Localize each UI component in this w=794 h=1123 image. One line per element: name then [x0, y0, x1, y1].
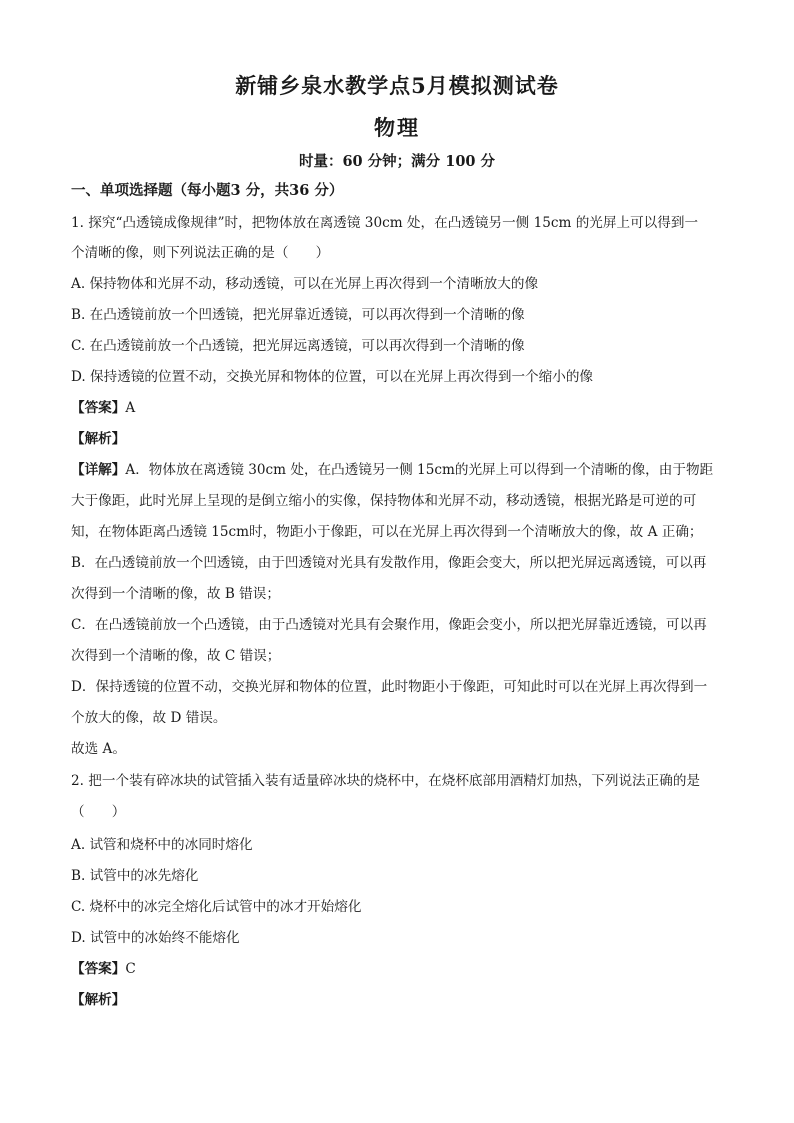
q1-detail-line-6: C．在凸透镜前放一个凸透镜，由于凸透镜对光具有会聚作用，像距会变小，所以把光屏靠近透镜，可以再	[71, 617, 707, 633]
q1-detail-line-9: 个放大的像，故 D 错误。	[71, 710, 227, 726]
q1-detail-line-5: 次得到一个清晰的像，故 B 错误；	[71, 586, 280, 602]
answer-value: A	[125, 400, 136, 416]
q1-option-b: B. 在凸透镜前放一个凹透镜，把光屏靠近透镜，可以再次得到一个清晰的像	[71, 307, 525, 323]
time-score-info: 时量：60 分钟；满分 100 分	[298, 153, 496, 170]
q1-detail-line-2: 大于像距，此时光屏上呈现的是倒立缩小的实像，保持物体和光屏不动，移动透镜，根据光路是可逆的可	[71, 493, 697, 509]
q1-option-d: D. 保持透镜的位置不动，交换光屏和物体的位置，可以在光屏上再次得到一个缩小的像	[71, 369, 594, 385]
q2-analysis-tag: 【解析】	[71, 992, 126, 1008]
q2-option-a: A. 试管和烧杯中的冰同时熔化	[71, 837, 253, 853]
detail-text: A．物体放在离透镜 30cm 处，在凸透镜另一侧 15cm的光屏上可以得到一个清晰的像，由于物距	[125, 462, 714, 478]
exam-title: 新铺乡泉水教学点5月模拟测试卷	[235, 73, 559, 98]
q1-stem-line-2: 个清晰的像，则下列说法正确的是（ ）	[71, 245, 330, 261]
q1-detail-line-4: B．在凸透镜前放一个凹透镜，由于凹透镜对光具有发散作用，像距会变大，所以把光屏远离透镜，可以再	[71, 555, 707, 571]
q1-option-c: C. 在凸透镜前放一个凸透镜，把光屏远离透镜，可以再次得到一个清晰的像	[71, 338, 525, 354]
q2-option-d: D. 试管中的冰始终不能熔化	[71, 930, 240, 946]
answer-tag: 【答案】	[71, 961, 126, 977]
answer-tag: 【答案】	[71, 400, 126, 416]
q1-detail-line-7: 次得到一个清晰的像，故 C 错误；	[71, 648, 281, 664]
section-heading: 一、单项选择题（每小题3 分，共36 分）	[71, 182, 344, 199]
q1-analysis-tag: 【解析】	[71, 431, 126, 447]
q2-option-b: B. 试管中的冰先熔化	[71, 868, 199, 884]
q1-detail-line-3: 知，在物体距离凸透镜 15cm时，物距小于像距，可以在光屏上再次得到一个清晰放大的像，故 A 正确；	[71, 524, 703, 540]
q1-answer	[71, 399, 135, 417]
q1-option-a: A. 保持物体和光屏不动，移动透镜，可以在光屏上再次得到一个清晰放大的像	[71, 276, 539, 292]
q2-answer	[71, 960, 136, 978]
subject-title: 物理	[374, 115, 420, 140]
q2-stem-line-1: 2. 把一个装有碎冰块的试管插入装有适量碎冰块的烧杯中，在烧杯底部用酒精灯加热，下列说法正确的是	[71, 773, 701, 789]
q1-conclusion: 故选 A。	[71, 741, 126, 757]
q1-detail-line-1	[71, 461, 713, 479]
q2-stem-line-2: （ ）	[71, 804, 126, 820]
detail-tag: 【详解】	[71, 462, 126, 478]
q1-detail-line-8: D．保持透镜的位置不动，交换光屏和物体的位置，此时物距小于像距，可知此时可以在光屏上再次得到一	[71, 679, 708, 695]
answer-value: C	[125, 961, 136, 977]
q1-stem-line-1: 1. 探究“凸透镜成像规律”时，把物体放在离透镜 30cm 处，在凸透镜另一侧 15cm 的光屏上可以得到一	[71, 215, 699, 231]
q2-option-c: C. 烧杯中的冰完全熔化后试管中的冰才开始熔化	[71, 899, 362, 915]
